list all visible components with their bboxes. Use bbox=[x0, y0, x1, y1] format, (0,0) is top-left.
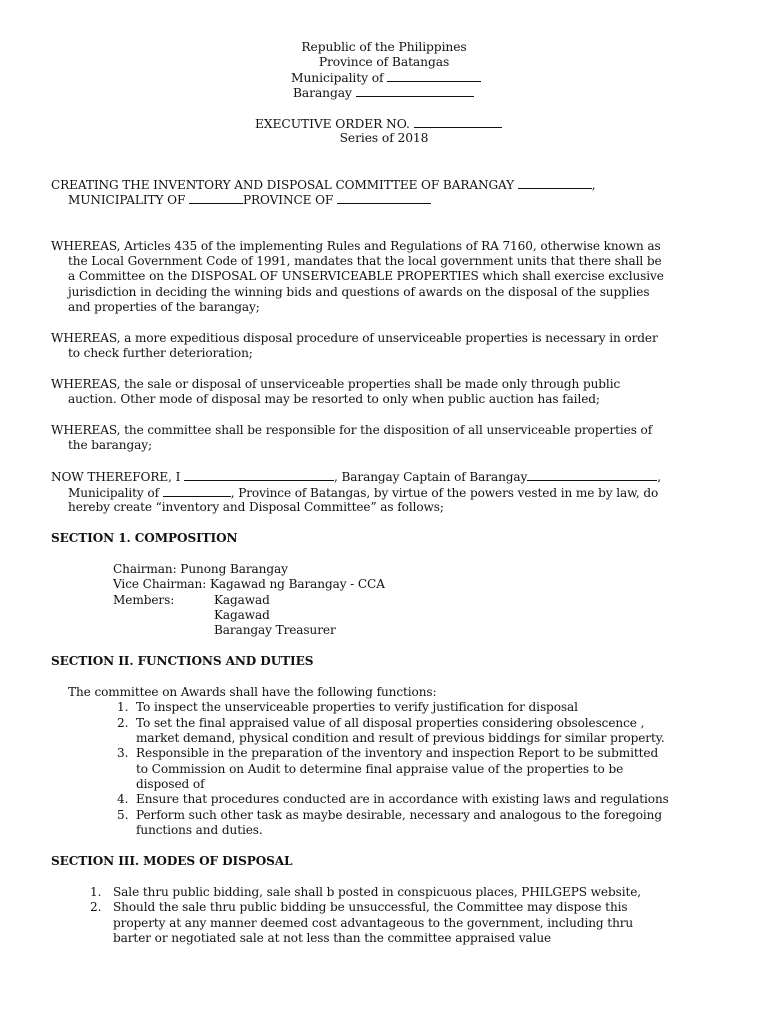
s3-item-1-num: 1. bbox=[90, 885, 102, 899]
s3-item-2-line-2: property at any manner deemed cost advantageous to the government, including thru bbox=[113, 916, 634, 930]
now-therefore-d: Municipality of bbox=[68, 486, 159, 500]
whereas-4-line-2: the barangay; bbox=[68, 438, 152, 452]
municipality-blank bbox=[387, 70, 481, 82]
whereas-2-line-2: to check further deterioration; bbox=[68, 346, 253, 360]
title-province-blank bbox=[337, 192, 431, 204]
header-province: Province of Batangas bbox=[318, 55, 450, 69]
s3-item-2-line-1: Should the sale thru public bidding be unsuccessful, the Committee may dispose this bbox=[113, 900, 628, 914]
s3-item-1-line-1: Sale thru public bidding, sale shall b posted in conspicuous places, PHILGEPS website, bbox=[113, 885, 642, 899]
s2-item-1-num: 1. bbox=[117, 700, 129, 714]
member-3: Barangay Treasurer bbox=[214, 623, 336, 637]
now-therefore-line-1 bbox=[51, 469, 661, 486]
title-municipality-blank bbox=[189, 192, 243, 204]
member-2: Kagawad bbox=[214, 608, 270, 622]
now-therefore-e: , Province of Batangas, by virtue of the powers vested in me by law, do bbox=[230, 486, 659, 500]
whereas-1-line-1: WHEREAS, Articles 435 of the implementing Rules and Regulations of RA 7160, otherwise known as bbox=[51, 239, 661, 253]
s2-item-4-line-1: Ensure that procedures conducted are in accordance with existing laws and regulations bbox=[136, 792, 669, 806]
s2-item-4-num: 4. bbox=[117, 792, 129, 806]
members-label: Members: bbox=[113, 593, 175, 607]
title-text-2a: MUNICIPALITY OF bbox=[68, 193, 186, 207]
whereas-1-line-5: and properties of the barangay; bbox=[68, 300, 260, 314]
now-therefore-c: , bbox=[657, 470, 661, 484]
chairman: Chairman: Punong Barangay bbox=[113, 562, 288, 576]
s3-item-2-num: 2. bbox=[90, 900, 102, 914]
s2-item-5-line-1: Perform such other task as maybe desirable, necessary and analogous to the foregoing bbox=[136, 808, 662, 822]
now-therefore-a: NOW THEREFORE, I bbox=[51, 470, 181, 484]
vice-chairman: Vice Chairman: Kagawad ng Barangay - CCA bbox=[113, 577, 385, 591]
title-barangay-blank bbox=[518, 177, 592, 189]
s2-item-3-line-1: Responsible in the preparation of the inventory and inspection Report to be submitted bbox=[136, 746, 659, 760]
s3-item-2-line-3: barter or negotiated sale at not less than the committee appraised value bbox=[113, 931, 552, 945]
section-2-intro: The committee on Awards shall have the following functions: bbox=[68, 685, 437, 699]
title-line-2 bbox=[68, 192, 431, 209]
captain-name-blank bbox=[184, 469, 334, 481]
whereas-1-line-3: a Committee on the DISPOSAL OF UNSERVICEABLE PROPERTIES which shall exercise exclusive bbox=[68, 269, 664, 283]
now-therefore-municipality-blank bbox=[163, 485, 231, 497]
barangay-blank bbox=[356, 85, 474, 97]
whereas-4-line-1: WHEREAS, the committee shall be responsible for the disposition of all unserviceable properties of bbox=[51, 423, 653, 437]
s2-item-3-line-2: to Commission on Audit to determine final appraise value of the properties to be bbox=[136, 762, 624, 776]
s2-item-5-line-2: functions and duties. bbox=[136, 823, 263, 837]
whereas-1-line-2: the Local Government Code of 1991, mandates that the local government units that there shall be bbox=[68, 254, 662, 268]
header-republic: Republic of the Philippines bbox=[301, 40, 467, 54]
s2-item-2-num: 2. bbox=[117, 716, 129, 730]
s2-item-1-line-1: To inspect the unserviceable properties to verify justification for disposal bbox=[136, 700, 578, 714]
s2-item-5-num: 5. bbox=[117, 808, 129, 822]
whereas-1-line-4: jurisdiction in deciding the winning bids and questions of awards on the disposal of the supplies bbox=[68, 285, 650, 299]
header-municipality: Municipality of bbox=[291, 71, 384, 85]
header-barangay: Barangay bbox=[293, 86, 352, 100]
section-3-heading: SECTION III. MODES OF DISPOSAL bbox=[51, 854, 293, 868]
s2-item-3-line-3: disposed of bbox=[136, 777, 205, 791]
s2-item-3-num: 3. bbox=[117, 746, 129, 760]
s2-item-2-line-2: market demand, physical condition and result of previous biddings for similar property. bbox=[136, 731, 665, 745]
section-2-heading: SECTION II. FUNCTIONS AND DUTIES bbox=[51, 654, 314, 668]
whereas-2-line-1: WHEREAS, a more expeditious disposal procedure of unserviceable properties is necessary in order bbox=[51, 331, 658, 345]
now-therefore-line-3: hereby create “inventory and Disposal Committee” as follows; bbox=[68, 500, 444, 514]
eo-number: EXECUTIVE ORDER NO. bbox=[255, 117, 410, 131]
section-1-heading: SECTION 1. COMPOSITION bbox=[51, 531, 238, 545]
title-text-1: CREATING THE INVENTORY AND DISPOSAL COMMITTEE OF BARANGAY bbox=[51, 178, 515, 192]
series: Series of 2018 bbox=[339, 131, 429, 145]
whereas-3-line-1: WHEREAS, the sale or disposal of unserviceable properties shall be made only through public bbox=[51, 377, 621, 391]
header-barangay-line bbox=[293, 85, 474, 102]
whereas-3-line-2: auction. Other mode of disposal may be resorted to only when public auction has failed; bbox=[68, 392, 600, 406]
title-line-1: CREATING THE INVENTORY AND DISPOSAL COMMITTEE OF BARANGAY , bbox=[51, 178, 596, 192]
now-therefore-b: , Barangay Captain of Barangay bbox=[334, 470, 528, 484]
eo-number-blank bbox=[414, 116, 502, 128]
member-1: Kagawad bbox=[214, 593, 270, 607]
title-text-2b: PROVINCE OF bbox=[243, 193, 334, 207]
s2-item-2-line-1: To set the final appraised value of all disposal properties considering obsolescence , bbox=[136, 716, 645, 730]
captain-barangay-blank bbox=[527, 469, 657, 481]
